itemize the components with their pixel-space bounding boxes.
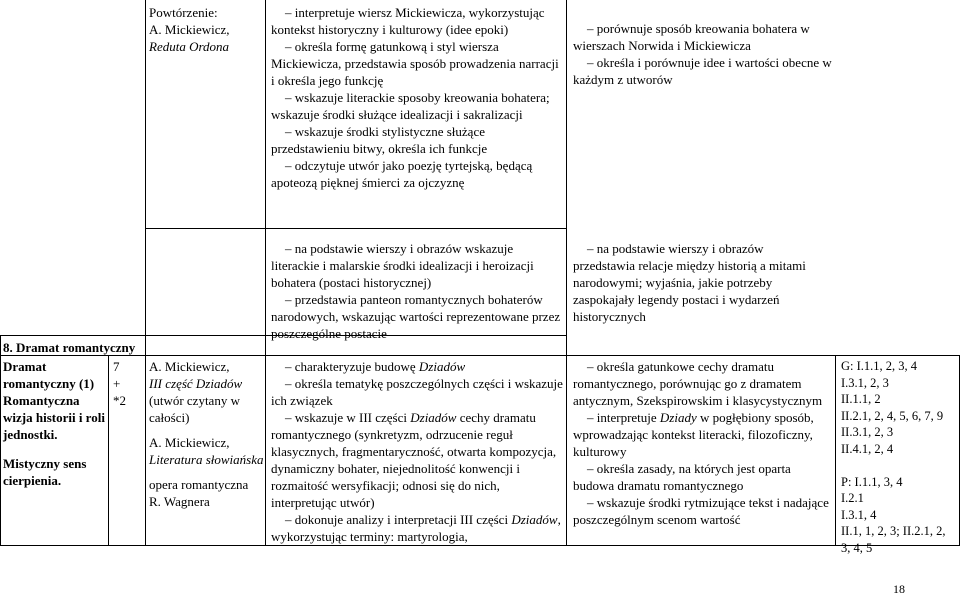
col-border-3 — [145, 0, 146, 546]
top-extended-requirements — [573, 20, 833, 88]
ref-line-6: II.4.1, 2, 4 — [841, 441, 894, 456]
bottom-basic-item-1 — [271, 358, 564, 375]
col-border-1 — [0, 335, 1, 546]
topic-subtitle: Mistyczny sens cierpienia. — [3, 456, 87, 488]
ref-line-8: P: I.1.1, 3, 4 — [841, 474, 903, 489]
bottom-extended-item-2-title: Dziady — [659, 410, 697, 425]
row-border-bottom — [0, 545, 960, 546]
top-basic-item-1: – interpretuje wiersz Mickiewicza, wykorzystując kontekst historyczny i kulturowy (idee epoki) — [271, 5, 545, 37]
row-border-top — [145, 228, 566, 229]
section-header: 8. Dramat romantyczny — [3, 340, 136, 355]
ref-line-1: G: I.1.1, 2, 3, 4 — [841, 359, 918, 373]
col-border-2 — [108, 355, 109, 546]
middle-extended-requirements — [573, 240, 815, 325]
bottom-basic-item-3 — [271, 409, 564, 511]
reading-1-note: (utwór czytany w całości) — [149, 393, 240, 425]
bottom-basic-item-1-text: – charakteryzuje budowę — [285, 359, 419, 374]
bottom-basic-item-3-text-b: cechy dramatu romantycznego (synkretyzm, odrzucenie reguł klasycznych, fragmentaryczność, otwarta kompozycja, dynamiczny bohater, niejednolitość konwencji i rozmaitość wersyfikacji; odnosi się do nich, interpretując utwór) — [271, 410, 557, 510]
top-basic-requirements — [271, 4, 563, 191]
curriculum-refs — [841, 358, 959, 556]
middle-extended-item-1: – na podstawie wierszy i obrazów przedstawia relacje między historią a mitami narodowymi; wyjaśnia, jakie potrzeby zaspokajały legendy postaci i wydarzeń historycznych — [573, 241, 806, 324]
top-basic-item-3: – wskazuje literackie sposoby kreowania bohatera; wskazuje środki służące idealizacji i sakralizacji — [271, 90, 550, 122]
bottom-basic-item-3-title: Dziadów — [410, 410, 457, 425]
ref-line-2: I.3.1, 2, 3 — [841, 375, 889, 390]
top-readings-line-3: Reduta Ordona — [149, 39, 230, 54]
hours-value: 7 — [113, 359, 120, 374]
hours-plus: + — [113, 376, 121, 391]
bottom-extended-item-1: – określa gatunkowe cechy dramatu romantycznego, porównując go z dramatem antycznym, Szekspirowskim i klasycystycznym — [573, 359, 823, 408]
bottom-extended-item-2 — [573, 409, 833, 460]
bottom-basic-item-4-text-a: – dokonuje analizy i interpretacji III części — [285, 512, 509, 527]
reading-3-author: R. Wagnera — [149, 494, 210, 509]
ref-line-10: I.3.1, 4 — [841, 507, 877, 522]
col-border-4 — [265, 0, 266, 546]
top-basic-item-2: – określa formę gatunkową i styl wiersza Mickiewicza, przedstawia sposób prowadzenia narracji i określa jego funkcję — [271, 39, 559, 88]
bottom-extended-item-4: – wskazuje środki rytmizujące tekst i nadające poszczególnym scenom wartość — [573, 495, 829, 527]
reading-2-author: A. Mickiewicz, — [149, 435, 230, 450]
page-number: 18 — [893, 582, 905, 596]
bottom-basic-requirements — [271, 358, 564, 545]
bottom-extended-item-2-text-a: – interpretuje — [587, 410, 660, 425]
bottom-basic-item-4 — [271, 511, 564, 545]
ref-line-3: II.1.1, 2 — [841, 392, 881, 406]
middle-basic-requirements — [271, 240, 563, 342]
top-extended-item-2: – określa i porównuje idee i wartości obecne w każdym z utworów — [573, 55, 832, 87]
bottom-basic-item-3-text-a: – wskazuje w III części — [285, 410, 411, 425]
bottom-extended-item-2-text-b: w pogłębiony sposób, wprowadzając kontekst literacki, filozoficzny, kulturowy — [573, 410, 814, 459]
reading-3-title: opera romantyczna — [149, 477, 249, 492]
bottom-basic-item-2: – określa tematykę poszczególnych części i wskazuje ich związek — [271, 376, 563, 408]
ref-line-5: II.3.1, 2, 3 — [841, 425, 894, 439]
bottom-basic-item-4-text-b: , wykorzystując terminy: martyrologia, — [271, 512, 561, 544]
top-basic-item-4: – wskazuje środki stylistyczne służące przedstawieniu bitwy, określa ich funkcje — [271, 124, 488, 156]
top-readings-line-1: Powtórzenie: — [149, 5, 218, 20]
reading-1-title: III część Dziadów — [149, 376, 243, 391]
ref-line-12: 3, 4, 5 — [841, 540, 873, 555]
ref-line-7 — [841, 457, 959, 474]
top-extended-item-1: – porównuje sposób kreowania bohatera w wierszach Norwida i Mickiewicza — [573, 21, 810, 53]
col-border-6 — [835, 355, 836, 546]
top-readings — [149, 4, 263, 55]
middle-basic-item-1: – na podstawie wierszy i obrazów wskazuje literackie i malarskie środki idealizacji i heroizacji bohatera (postaci historycznej) — [271, 241, 534, 290]
ref-line-9: I.2.1 — [841, 491, 864, 505]
ref-line-4: II.2.1, 2, 4, 5, 6, 7, 9 — [841, 408, 944, 423]
topic-cell — [3, 358, 107, 489]
middle-basic-item-2: – przedstawia panteon romantycznych bohaterów narodowych, wskazując wartości reprezentowane przez poszczególne postacie — [271, 292, 561, 341]
bottom-extended-requirements — [573, 358, 833, 528]
reading-1-author: A. Mickiewicz, — [149, 359, 230, 374]
top-readings-line-2: A. Mickiewicz, — [149, 22, 230, 37]
ref-line-11: II.1, 1, 2, 3; II.2.1, 2, — [841, 524, 946, 538]
hours-cell — [113, 358, 143, 409]
top-basic-item-5: – odczytuje utwór jako poezję tyrtejską, będącą apoteozą pięknej śmierci za ojczyznę — [271, 158, 533, 190]
readings-cell — [149, 358, 265, 510]
bottom-extended-item-3: – określa zasady, na których jest oparta budowa dramatu romantycznego — [573, 461, 791, 493]
reading-2-title: Literatura słowiańska — [149, 452, 264, 467]
topic-title: Dramat romantyczny (1) Romantyczna wizja historii i roli jednostki. — [3, 359, 105, 442]
col-border-5 — [566, 0, 567, 546]
hours-extra: *2 — [113, 393, 126, 408]
bottom-basic-item-4-title: Dziadów — [511, 512, 558, 527]
bottom-basic-item-1-title: Dziadów — [418, 359, 466, 374]
